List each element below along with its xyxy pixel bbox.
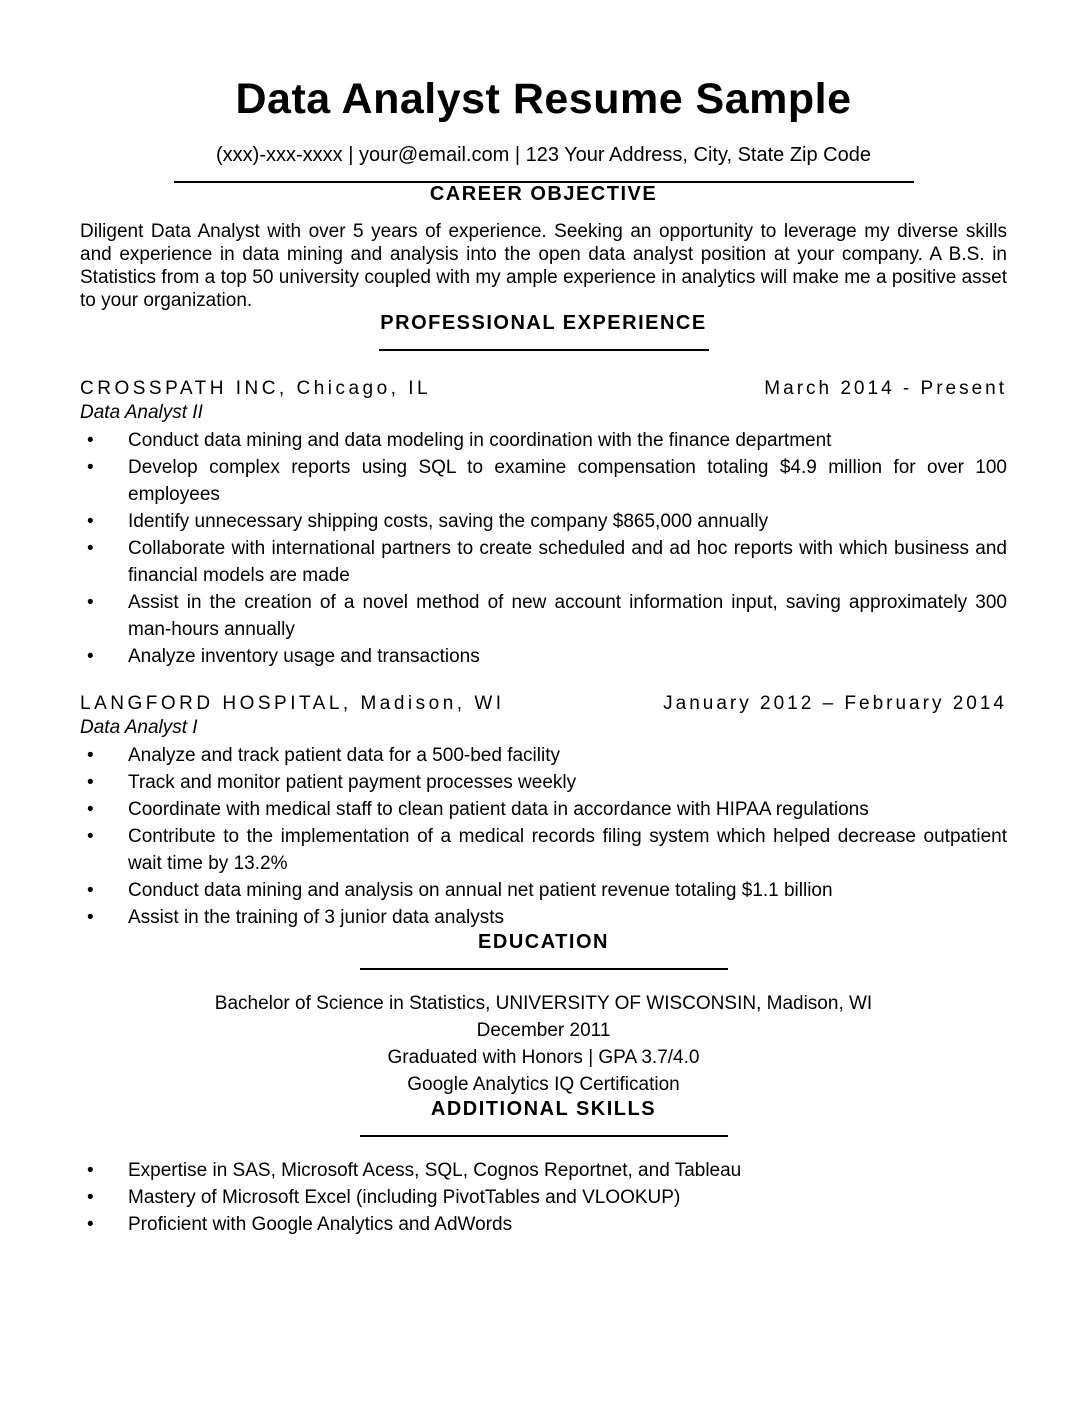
section-heading-additional-skills: ADDITIONAL SKILLS xyxy=(430,1098,657,1120)
job-bullet-list xyxy=(80,742,1007,931)
job-dates: January 2012 – February 2014 xyxy=(663,693,1007,714)
company-name: CROSSPATH INC, Chicago, IL xyxy=(80,378,432,399)
job-title: Data Analyst II xyxy=(80,402,203,423)
education-line: Google Analytics IQ Certification xyxy=(407,1074,680,1095)
career-objective-text: Diligent Data Analyst with over 5 years of experience. Seeking an opportunity to leverage my diverse skills and experience in data mining and analysis into the open data analyst position at your company. A B.S. in Statistics from a top 50 university coupled with my ample experience in analytics will make me a positive asset to your organization. xyxy=(80,221,1007,311)
education-line: Graduated with Honors | GPA 3.7/4.0 xyxy=(387,1047,700,1068)
job-dates: March 2014 - Present xyxy=(764,378,1007,399)
education-line: December 2011 xyxy=(476,1020,611,1041)
job-entry-crosspath xyxy=(80,377,1007,670)
bullet-item: • Proficient with Google Analytics and AdWords xyxy=(80,1211,1007,1238)
bullet-item: • Expertise in SAS, Microsoft Acess, SQL, Cognos Reportnet, and Tableau xyxy=(80,1157,1007,1184)
job-header xyxy=(80,377,1007,401)
job-bullet-list xyxy=(80,427,1007,670)
page-title: Data Analyst Resume Sample xyxy=(235,75,852,123)
job-title: Data Analyst I xyxy=(80,717,198,738)
education-line: Bachelor of Science in Statistics, UNIVERSITY OF WISCONSIN, Madison, WI xyxy=(214,993,873,1014)
job-entry-langford xyxy=(80,692,1007,931)
bullet-item: • Coordinate with medical staff to clean patient data in accordance with HIPAA regulations xyxy=(80,796,1007,823)
bullet-item: • Mastery of Microsoft Excel (including PivotTables and VLOOKUP) xyxy=(80,1184,1007,1211)
bullet-item: • Assist in the training of 3 junior data analysts xyxy=(80,904,1007,931)
contact-line: (xxx)-xxx-xxxx | your@email.com | 123 Your Address, City, State Zip Code xyxy=(216,144,871,166)
bullet-item: • Develop complex reports using SQL to examine compensation totaling $4.9 million for over 100 employees xyxy=(80,454,1007,508)
education-lines xyxy=(80,990,1007,1098)
section-heading-professional-experience: PROFESSIONAL EXPERIENCE xyxy=(380,312,707,334)
bullet-item: • Contribute to the implementation of a medical records filing system which helped decrease outpatient wait time by 13.2% xyxy=(80,823,1007,877)
section-heading-education: EDUCATION xyxy=(478,931,609,953)
skills-bullet-list xyxy=(80,1157,1007,1238)
bullet-item: • Assist in the creation of a novel method of new account information input, saving approximately 300 man-hours annually xyxy=(80,589,1007,643)
bullet-item: • Analyze inventory usage and transactions xyxy=(80,643,1007,670)
bullet-item: • Conduct data mining and analysis on annual net patient revenue totaling $1.1 billion xyxy=(80,877,1007,904)
professional-experience-divider xyxy=(379,349,709,351)
bullet-item: • Identify unnecessary shipping costs, saving the company $865,000 annually xyxy=(80,508,1007,535)
section-heading-career-objective: CAREER OBJECTIVE xyxy=(429,183,658,205)
additional-skills-divider xyxy=(360,1135,728,1137)
jobs-list xyxy=(80,377,1007,931)
job-header xyxy=(80,692,1007,716)
education-divider xyxy=(360,968,728,970)
bullet-item: • Track and monitor patient payment processes weekly xyxy=(80,769,1007,796)
company-name: LANGFORD HOSPITAL, Madison, WI xyxy=(80,693,505,714)
bullet-item: • Analyze and track patient data for a 500-bed facility xyxy=(80,742,1007,769)
bullet-item: • Conduct data mining and data modeling in coordination with the finance department xyxy=(80,427,1007,454)
bullet-item: • Collaborate with international partners to create scheduled and ad hoc reports with which business and financial models are made xyxy=(80,535,1007,589)
